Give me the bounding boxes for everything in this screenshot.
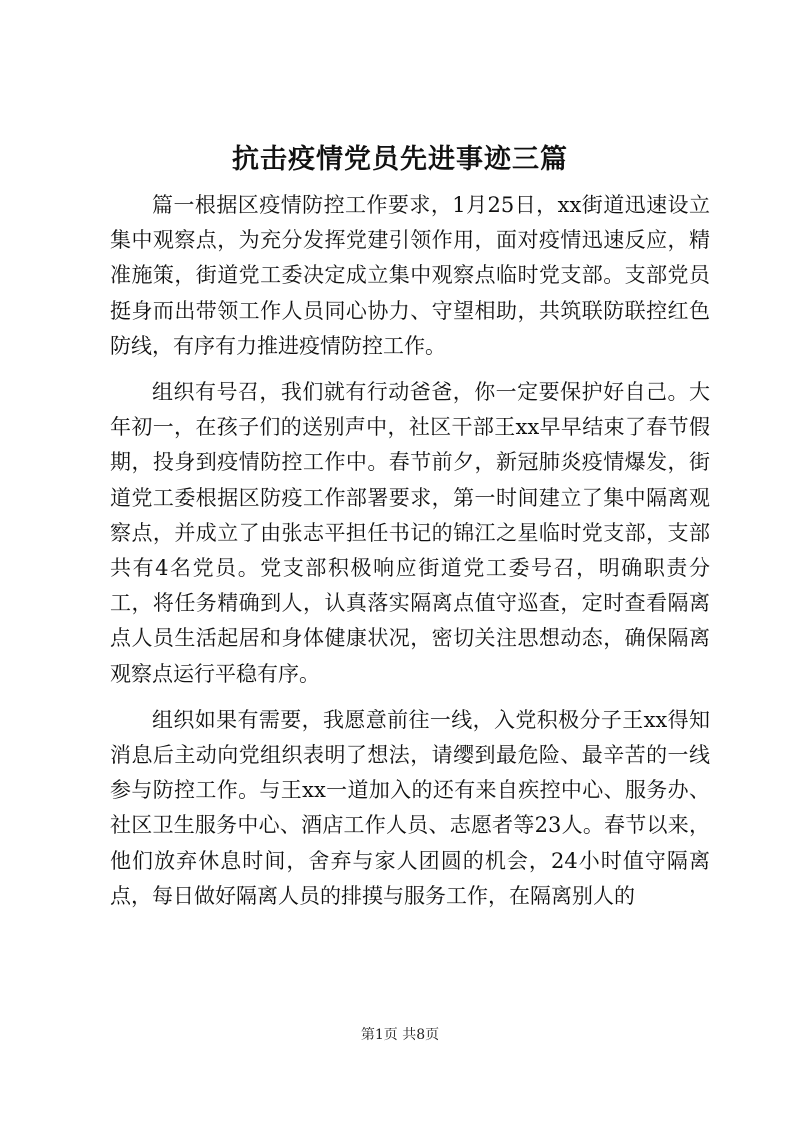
paragraph-3: 组织如果有需要，我愿意前往一线，入党积极分子王xx得知消息后主动向党组织表明了想法，请缨到最危险、最辛苦的一线参与防控工作。与王xx一道加入的还有来自疾控中心、服务办、社区卫生服务中心、酒店工作人员、志愿者等23人。春节以来，他们放弃休息时间，舍弃与家人团圆的机会，24小时值守隔离点，每日做好隔离人员的排摸与服务工作，在隔离别人的	[110, 707, 710, 908]
document-title: 抗击疫情党员先进事迹三篇	[232, 144, 568, 175]
paragraph-2: 组织有号召，我们就有行动爸爸，你一定要保护好自己。大年初一，在孩子们的送别声中，社区干部王xx早早结束了春节假期，投身到疫情防控工作中。春节前夕，新冠肺炎疫情爆发，街道党工委根据区防疫工作部署要求，第一时间建立了集中隔离观察点，并成立了由张志平担任书记的锦江之星临时党支部，支部共有4名党员。党支部积极响应街道党工委号召，明确职责分工，将任务精确到人，认真落实隔离点值守巡查，定时查看隔离点人员生活起居和身体健康状况，密切关注思想动态，确保隔离观察点运行平稳有序。	[110, 380, 710, 686]
paragraph-1: 篇一根据区疫情防控工作要求，1月25日，xx街道迅速设立集中观察点，为充分发挥党建引领作用，面对疫情迅速反应，精准施策，街道党工委决定成立集中观察点临时党支部。支部党员挺身而出带领工作人员同心协力、守望相助，共筑联防联控红色防线，有序有力推进疫情防控工作。	[110, 193, 710, 358]
page-footer: 第1页 共8页	[360, 1027, 440, 1043]
document-body	[110, 188, 710, 914]
